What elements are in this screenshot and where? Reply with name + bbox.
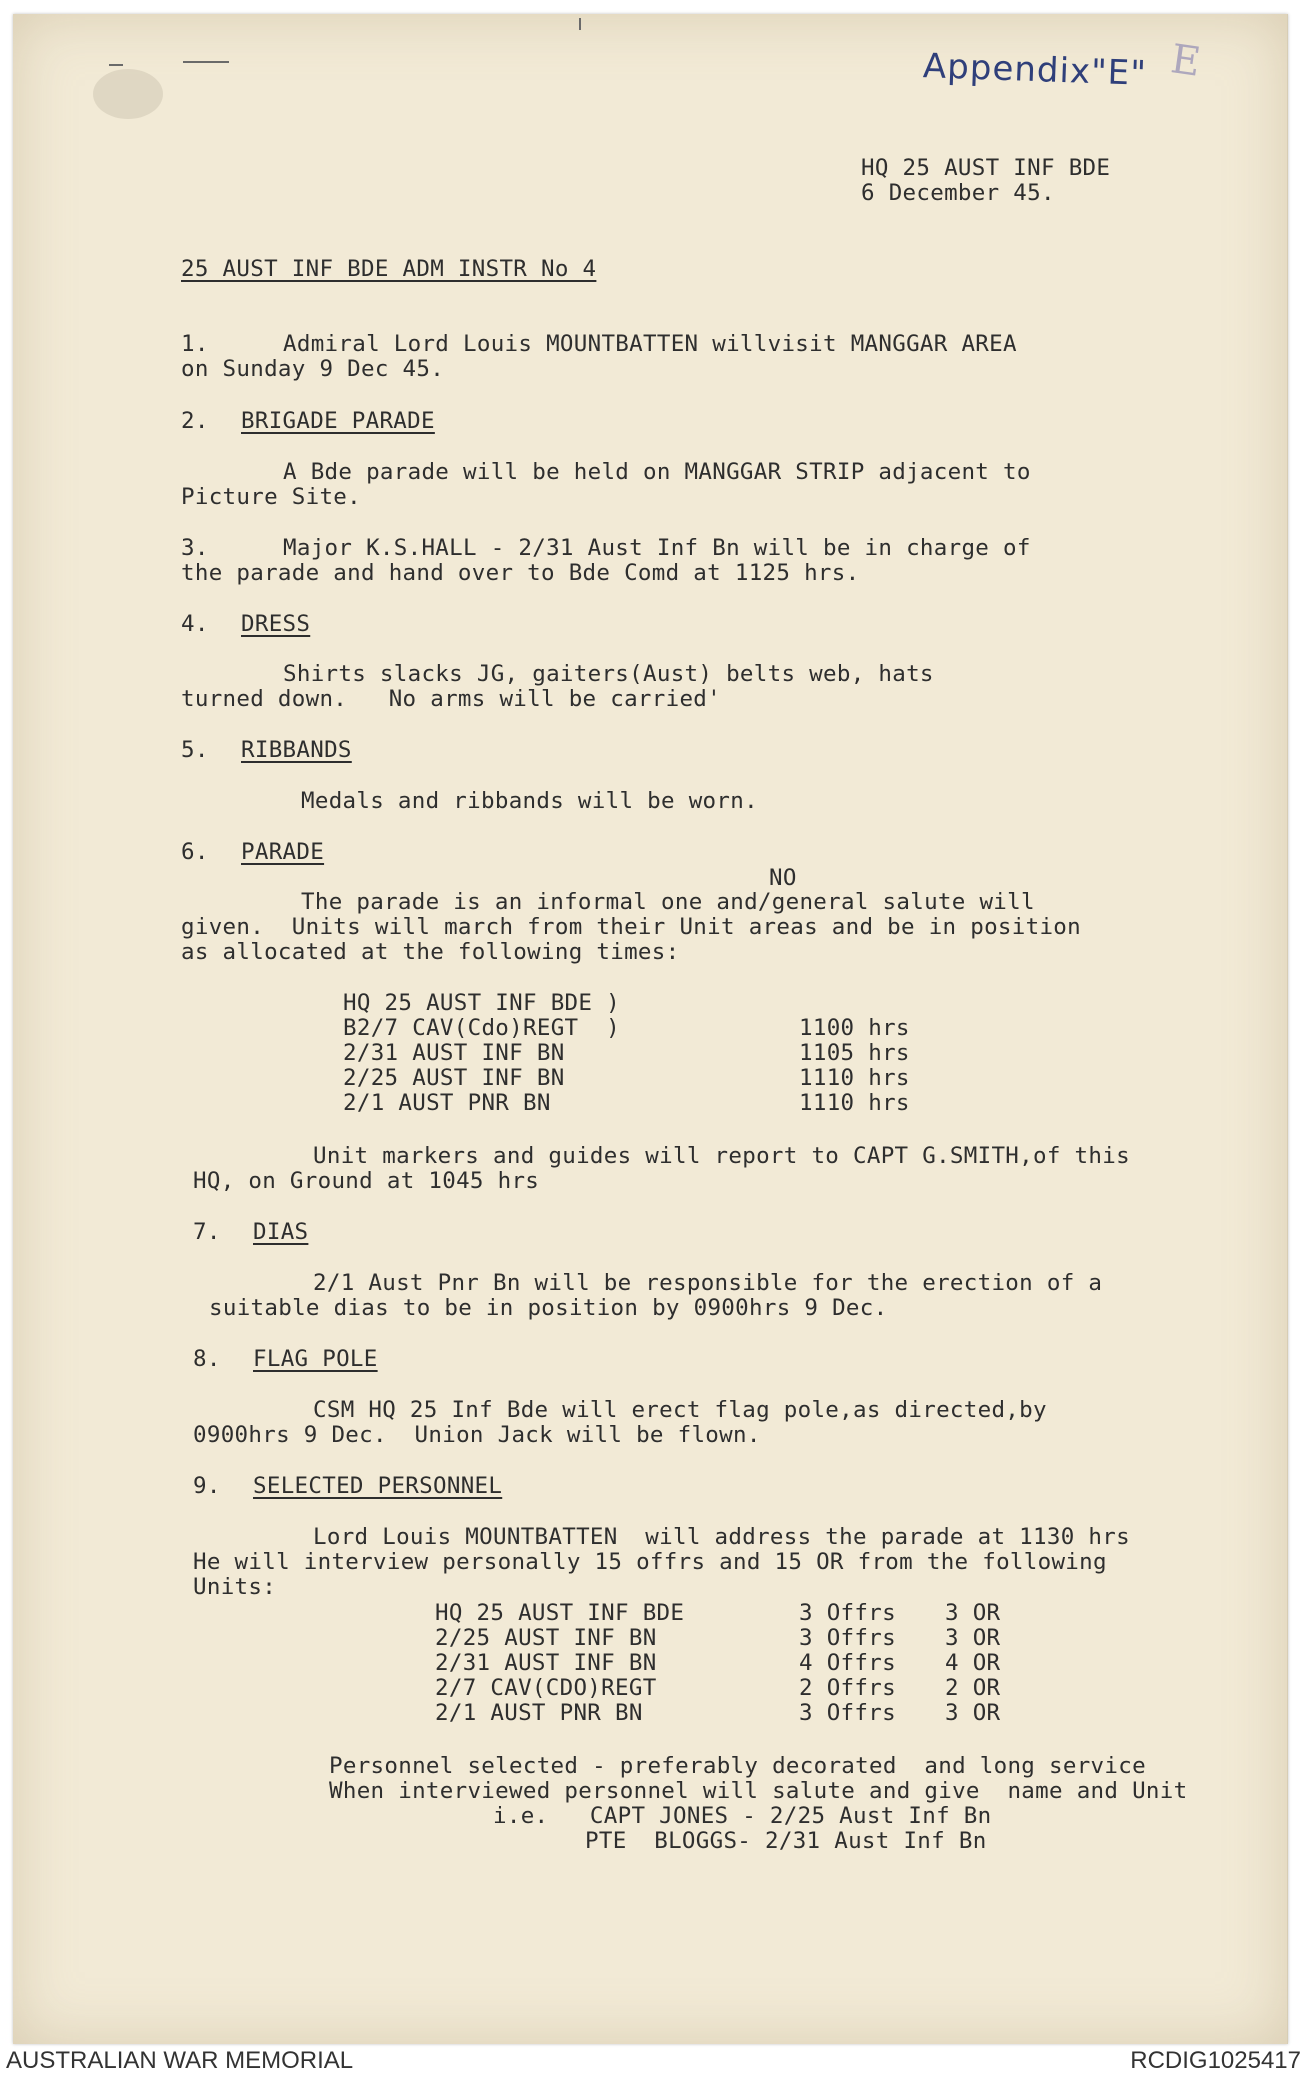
section-6-line5: HQ, on Ground at 1045 hrs	[193, 1168, 540, 1194]
section-5-line1: Medals and ribbands will be worn.	[301, 788, 758, 814]
section-1-number: 1.	[181, 331, 209, 357]
section-6-insert: NO	[769, 865, 797, 891]
punch-mark	[579, 18, 581, 30]
interview-unit-or: 4 OR	[945, 1650, 1001, 1676]
margin-mark	[183, 61, 229, 63]
section-6-heading: PARADE	[241, 839, 325, 865]
parade-unit-time: 1105 hrs	[799, 1040, 910, 1066]
section-8-line2: 0900hrs 9 Dec. Union Jack will be flown.	[193, 1422, 761, 1448]
section-6-line3: as allocated at the following times:	[181, 939, 680, 965]
section-9-number: 9.	[193, 1473, 221, 1499]
parade-unit-name: 2/31 AUST INF BN	[343, 1040, 565, 1066]
paper-stain	[93, 69, 163, 119]
parade-unit-time: 1110 hrs	[799, 1090, 910, 1116]
section-6-number: 6.	[181, 839, 209, 865]
parade-unit-name: HQ 25 AUST INF BDE )	[343, 990, 620, 1016]
section-6-line1: The parade is an informal one and/general salute will	[301, 889, 1035, 915]
section-6-line4: Unit markers and guides will report to CAPT G.SMITH,of this	[313, 1143, 1130, 1169]
interview-unit-offrs: 3 Offrs	[799, 1700, 896, 1726]
section-7-heading: DIAS	[253, 1219, 309, 1245]
interview-unit-offrs: 4 Offrs	[799, 1650, 896, 1676]
section-9-line1: Lord Louis MOUNTBATTEN will address the parade at 1130 hrs	[313, 1524, 1130, 1550]
section-1-line2: on Sunday 9 Dec 45.	[181, 356, 445, 382]
section-6-line2: given. Units will march from their Unit areas and be in position	[181, 914, 1081, 940]
section-4-line1: Shirts slacks JG, gaiters(Aust) belts web, hats	[283, 661, 934, 687]
section-7-line1: 2/1 Aust Pnr Bn will be responsible for the erection of a	[313, 1270, 1103, 1296]
section-4-number: 4.	[181, 611, 209, 637]
interview-unit-offrs: 3 Offrs	[799, 1600, 896, 1626]
section-5-number: 5.	[181, 737, 209, 763]
section-9-line7: PTE BLOGGS- 2/31 Aust Inf Bn	[585, 1828, 987, 1854]
section-5-heading: RIBBANDS	[241, 737, 352, 763]
section-4-line2: turned down. No arms will be carried'	[181, 686, 721, 712]
section-9-line2: He will interview personally 15 offrs and 15 OR from the following	[193, 1549, 1107, 1575]
section-7-line2: suitable dias to be in position by 0900hrs 9 Dec.	[209, 1295, 888, 1321]
section-9-line5: When interviewed personnel will salute and give name and Unit	[329, 1778, 1188, 1804]
section-9-line3: Units:	[193, 1574, 277, 1600]
interview-unit-name: 2/31 AUST INF BN	[435, 1650, 657, 1676]
section-2-number: 2.	[181, 408, 209, 434]
parade-unit-time: 1100 hrs	[799, 1015, 910, 1041]
section-1-line1: Admiral Lord Louis MOUNTBATTEN willvisit MANGGAR AREA	[283, 331, 1017, 357]
section-4-heading: DRESS	[241, 611, 311, 637]
section-3-number: 3.	[181, 535, 209, 561]
interview-unit-or: 2 OR	[945, 1675, 1001, 1701]
section-8-line1: CSM HQ 25 Inf Bde will erect flag pole,as directed,by	[313, 1397, 1047, 1423]
section-8-number: 8.	[193, 1346, 221, 1372]
section-2-line1: A Bde parade will be held on MANGGAR STRIP adjacent to	[283, 459, 1031, 485]
footer-archive-name: AUSTRALIAN WAR MEMORIAL	[6, 2047, 354, 2074]
parade-unit-name: 2/1 AUST PNR BN	[343, 1090, 551, 1116]
interview-unit-name: 2/1 AUST PNR BN	[435, 1700, 643, 1726]
parade-unit-name: B2/7 CAV(Cdo)REGT )	[343, 1015, 620, 1041]
section-3-line2: the parade and hand over to Bde Comd at 1125 hrs.	[181, 560, 860, 586]
document-title: 25 AUST INF BDE ADM INSTR No 4	[181, 256, 597, 282]
header-line1: HQ 25 AUST INF BDE	[861, 155, 1111, 181]
header-date: 6 December 45.	[861, 180, 1055, 206]
section-2-heading: BRIGADE PARADE	[241, 408, 435, 434]
section-9-line6: i.e. CAPT JONES - 2/25 Aust Inf Bn	[493, 1803, 992, 1829]
footer-catalog-id: RCDIG1025417	[1130, 2047, 1301, 2074]
parade-unit-time: 1110 hrs	[799, 1065, 910, 1091]
section-2-line2: Picture Site.	[181, 484, 361, 510]
interview-unit-name: 2/25 AUST INF BN	[435, 1625, 657, 1651]
section-7-number: 7.	[193, 1219, 221, 1245]
interview-unit-offrs: 3 Offrs	[799, 1625, 896, 1651]
interview-unit-or: 3 OR	[945, 1600, 1001, 1626]
section-3-line1: Major K.S.HALL - 2/31 Aust Inf Bn will be in charge of	[283, 535, 1031, 561]
document-page	[13, 14, 1288, 2044]
section-8-heading: FLAG POLE	[253, 1346, 378, 1372]
section-9-heading: SELECTED PERSONNEL	[253, 1473, 503, 1499]
interview-unit-offrs: 2 Offrs	[799, 1675, 896, 1701]
margin-mark	[109, 64, 123, 66]
section-9-line4: Personnel selected - preferably decorated and long service	[329, 1753, 1146, 1779]
appendix-handwritten-mark: Appendix"E"	[922, 46, 1148, 94]
interview-unit-or: 3 OR	[945, 1625, 1001, 1651]
interview-unit-name: HQ 25 AUST INF BDE	[435, 1600, 685, 1626]
appendix-secondary-mark: E	[1167, 36, 1204, 86]
parade-unit-name: 2/25 AUST INF BN	[343, 1065, 565, 1091]
interview-unit-name: 2/7 CAV(CDO)REGT	[435, 1675, 657, 1701]
interview-unit-or: 3 OR	[945, 1700, 1001, 1726]
